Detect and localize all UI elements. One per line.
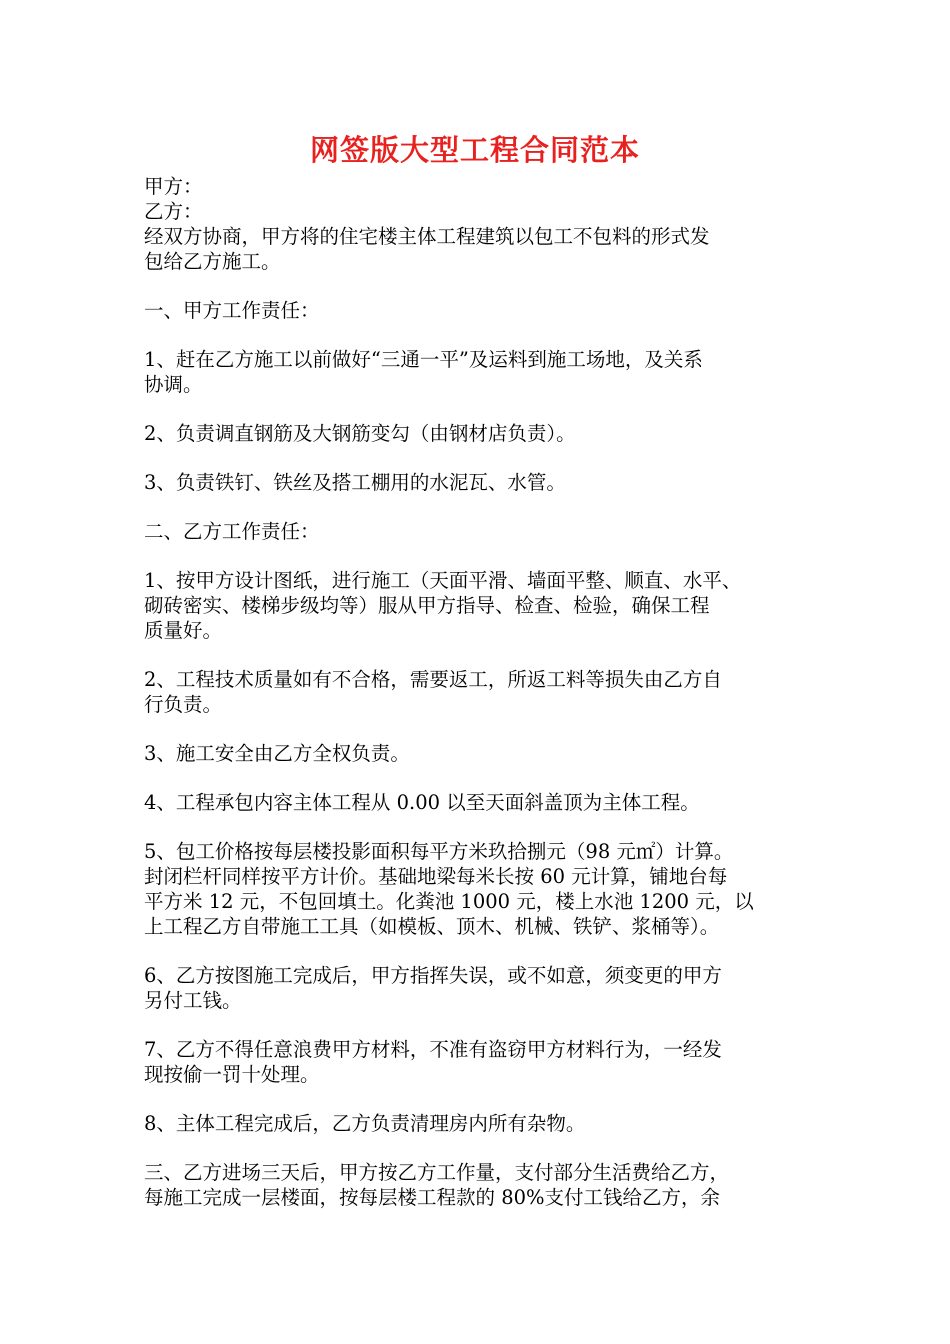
text-line: 上工程乙方自带施工工具（如模板、顶木、机械、铁铲、浆桶等）。: [144, 915, 720, 938]
paragraph-spacer: [144, 544, 816, 568]
paragraph-spacer: [144, 274, 816, 298]
paragraph: [144, 667, 816, 717]
paragraph: [144, 421, 816, 446]
paragraph: [144, 1111, 816, 1136]
paragraph: [144, 174, 816, 199]
text-line: 7、乙方不得任意浪费甲方材料，不准有盗窃甲方材料行为，一经发: [144, 1038, 722, 1061]
paragraph: [144, 298, 816, 323]
paragraph-spacer: [144, 397, 816, 421]
document-body: [144, 174, 816, 1210]
text-line: 乙方：: [144, 200, 203, 223]
paragraph: [144, 347, 816, 397]
text-line: 平方米 12 元，不包回填土。化粪池 1000 元，楼上水池 1200 元，以: [144, 890, 754, 913]
text-line: 甲方：: [144, 175, 203, 198]
paragraph-spacer: [144, 495, 816, 519]
text-line: 3、负责铁钉、铁丝及搭工棚用的水泥瓦、水管。: [144, 471, 566, 494]
text-line: 5、包工价格按每层楼投影面积每平方米玖拾捌元（98 元㎡）计算。: [144, 840, 734, 863]
paragraph: [144, 1037, 816, 1087]
paragraph: [144, 790, 816, 815]
text-line: 4、工程承包内容主体工程从 0.00 以至天面斜盖顶为主体工程。: [144, 791, 700, 814]
paragraph-spacer: [144, 1087, 816, 1111]
paragraph-spacer: [144, 643, 816, 667]
text-line: 另付工钱。: [144, 989, 242, 1012]
text-line: 包给乙方施工。: [144, 250, 281, 273]
paragraph: [144, 963, 816, 1013]
paragraph-spacer: [144, 939, 816, 963]
text-line: 行负责。: [144, 693, 223, 716]
paragraph: [144, 519, 816, 544]
paragraph: [144, 1160, 816, 1210]
text-line: 质量好。: [144, 619, 223, 642]
paragraph-spacer: [144, 323, 816, 347]
paragraph-spacer: [144, 1013, 816, 1037]
paragraph: [144, 568, 816, 643]
text-line: 砌砖密实、楼梯步级均等）服从甲方指导、检查、检验，确保工程: [144, 594, 710, 617]
paragraph-spacer: [144, 1136, 816, 1160]
text-line: 封闭栏杆同样按平方计价。基础地梁每米长按 60 元计算，铺地台每: [144, 865, 728, 888]
text-line: 2、负责调直钢筋及大钢筋变勾（由钢材店负责）。: [144, 422, 576, 445]
text-line: 2、工程技术质量如有不合格，需要返工，所返工料等损失由乙方自: [144, 668, 722, 691]
paragraph: [144, 470, 816, 495]
text-line: 8、主体工程完成后，乙方负责清理房内所有杂物。: [144, 1112, 586, 1135]
text-line: 6、乙方按图施工完成后，甲方指挥失误，或不如意，须变更的甲方: [144, 964, 722, 987]
paragraph-spacer: [144, 766, 816, 790]
text-line: 三、乙方进场三天后，甲方按乙方工作量，支付部分生活费给乙方，: [144, 1161, 730, 1184]
paragraph-spacer: [144, 815, 816, 839]
document-title: 网签版大型工程合同范本: [309, 133, 640, 167]
paragraph: [144, 741, 816, 766]
text-line: 1、赶在乙方施工以前做好“三通一平”及运料到施工场地，及关系: [144, 348, 703, 371]
text-line: 二、乙方工作责任：: [144, 520, 320, 543]
paragraph: [144, 224, 816, 274]
text-line: 一、甲方工作责任：: [144, 299, 320, 322]
paragraph-spacer: [144, 446, 816, 470]
paragraph: [144, 199, 816, 224]
text-line: 每施工完成一层楼面，按每层楼工程款的 80%支付工钱给乙方，余: [144, 1186, 721, 1209]
text-line: 3、施工安全由乙方全权负责。: [144, 742, 410, 765]
text-line: 经双方协商，甲方将的住宅楼主体工程建筑以包工不包料的形式发: [144, 225, 710, 248]
text-line: 现按偷一罚十处理。: [144, 1063, 320, 1086]
paragraph-spacer: [144, 717, 816, 741]
text-line: 1、按甲方设计图纸，进行施工（天面平滑、墙面平整、顺直、水平、: [144, 569, 742, 592]
paragraph: [144, 839, 816, 939]
text-line: 协调。: [144, 373, 203, 396]
